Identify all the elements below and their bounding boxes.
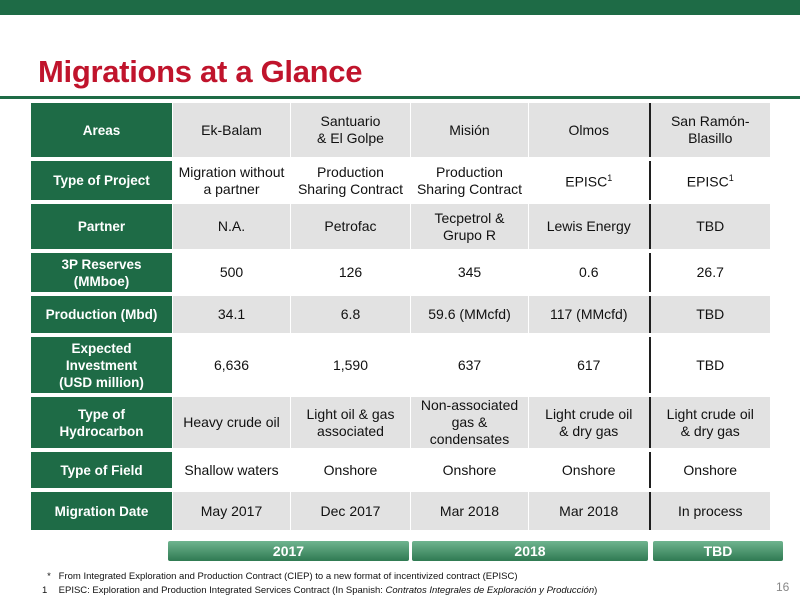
table-cell <box>411 490 529 532</box>
area-name <box>529 103 650 159</box>
footnote-one <box>42 585 597 596</box>
table-cell-text: Mar 2018 <box>559 502 619 519</box>
table-cell-text: 59.6 (MMcfd) <box>428 306 511 322</box>
table-cell-text: Light oil & gas associated <box>306 405 395 439</box>
area-name <box>173 103 291 159</box>
area-name <box>650 103 771 159</box>
table-cell <box>173 294 291 335</box>
row-label <box>31 202 173 251</box>
table-cell <box>650 395 771 450</box>
table-cell <box>650 159 771 202</box>
footnote-one-marker: 1 <box>42 585 48 596</box>
area-name <box>411 103 529 159</box>
table-cell-text: Light crude oil & dry gas <box>545 405 633 439</box>
table-cell-text: TBD <box>696 356 725 373</box>
table-cell <box>529 294 650 335</box>
table-cell-text: 345 <box>457 264 482 280</box>
row-label-text: Type of Field <box>60 462 143 478</box>
table-cell <box>291 294 411 335</box>
table-cell-text: Non-associated gas & condensates <box>420 397 519 447</box>
footnote-one-close: ) <box>594 585 598 596</box>
table-row <box>31 395 771 450</box>
table-cell <box>173 395 291 450</box>
row-label-text: Expected Investment (USD million) <box>59 340 144 390</box>
table-cell-text: TBD <box>696 306 725 322</box>
table-row <box>31 159 771 202</box>
row-label-areas <box>31 103 173 159</box>
table-row <box>31 251 771 294</box>
table-cell <box>529 159 650 202</box>
footnote-star <box>48 571 517 582</box>
row-label-text: Partner <box>77 219 126 234</box>
table-cell <box>529 202 650 251</box>
table-cell <box>411 335 529 395</box>
row-label-text: Production (Mbd) <box>45 307 158 322</box>
row-label-text: Type of Hydrocarbon <box>59 406 144 439</box>
area-name-text: San Ramón- Blasillo <box>670 113 750 146</box>
table-cell-text: 6.8 <box>340 306 361 322</box>
table-cell <box>291 251 411 294</box>
table-cell-text: EPISC <box>565 173 608 190</box>
table-cell <box>650 450 771 490</box>
table-cell <box>173 159 291 202</box>
row-label <box>31 159 173 202</box>
row-label <box>31 395 173 450</box>
area-name-text: Olmos <box>568 121 609 138</box>
table-cell <box>173 251 291 294</box>
table-cell <box>291 395 411 450</box>
table-cell-text: 26.7 <box>696 264 724 280</box>
table-cell <box>650 294 771 335</box>
table-cell <box>411 159 529 202</box>
migrations-table <box>30 103 771 534</box>
table-cell-text: 117 (MMcfd) <box>549 306 628 322</box>
table-cell <box>650 335 771 395</box>
table-cell <box>529 395 650 450</box>
area-name <box>291 103 411 159</box>
row-label <box>31 335 173 395</box>
table-cell <box>650 251 771 294</box>
table-cell <box>650 202 771 251</box>
year-group-2018: 2018 <box>412 541 648 561</box>
table-cell <box>411 395 529 450</box>
table-cell <box>291 450 411 490</box>
table-cell-text: N.A. <box>217 218 246 234</box>
table-cell <box>173 335 291 395</box>
table-cell-text: 0.6 <box>579 264 599 280</box>
table-cell <box>411 450 529 490</box>
table-cell <box>529 490 650 532</box>
table-cell-text: Light crude oil & dry gas <box>666 405 754 439</box>
table-cell <box>411 251 529 294</box>
table-cell <box>411 294 529 335</box>
row-label-text: 3P Reserves (MMboe) <box>61 256 142 289</box>
row-label <box>31 294 173 335</box>
table-cell-text: TBD <box>696 218 725 234</box>
table-row <box>31 294 771 335</box>
year-group-tbd: TBD <box>653 541 783 561</box>
row-label <box>31 450 173 490</box>
table-cell-text: 637 <box>457 356 482 373</box>
row-label-text: Migration Date <box>54 503 149 519</box>
year-group-2017: 2017 <box>168 541 409 561</box>
table-cell <box>291 202 411 251</box>
table-cell-text: Heavy crude oil <box>183 414 280 430</box>
area-name-text: Santuario & El Golpe <box>317 113 384 146</box>
table-cell-text: Dec 2017 <box>320 502 381 519</box>
row-label-areas-text: Areas <box>82 122 121 138</box>
table-cell-text: Tecpetrol & Grupo R <box>434 209 505 243</box>
table-cell-text: Lewis Energy <box>546 218 631 234</box>
table-cell-text: Onshore <box>683 461 738 478</box>
table-cell-text: EPISC <box>686 173 729 190</box>
table-cell <box>411 202 529 251</box>
table-header-row <box>31 103 771 159</box>
table-cell-text: May 2017 <box>200 502 263 519</box>
footnote-one-italic: Contratos Integrales de Exploración y Producción <box>385 585 595 596</box>
table-cell-text: 6,636 <box>213 356 250 373</box>
table-cell <box>173 490 291 532</box>
table-cell-text: 500 <box>219 264 244 280</box>
row-label <box>31 251 173 294</box>
area-name-text: Misión <box>449 121 490 138</box>
table-cell-text: Onshore <box>561 461 616 478</box>
table-cell <box>529 450 650 490</box>
table-cell-text: In process <box>677 502 743 519</box>
table-cell-text: Mar 2018 <box>439 502 500 519</box>
table-cell <box>291 490 411 532</box>
table-cell-text: 126 <box>338 264 363 280</box>
row-label <box>31 490 173 532</box>
table-cell <box>291 335 411 395</box>
table-row <box>31 450 771 490</box>
slide-title: Migrations at a Glance <box>38 54 363 89</box>
footnote-one-text: EPISC: Exploration and Production Integrated Services Contract (In Spanish: <box>58 585 386 596</box>
table-cell-text: 34.1 <box>217 306 246 322</box>
table-cell-text: Production Sharing Contract <box>297 163 404 197</box>
table-cell <box>650 490 771 532</box>
page-number: 16 <box>776 580 790 594</box>
area-name-text: Ek-Balam <box>201 121 262 138</box>
footnote-ref: 1 <box>607 173 613 184</box>
table-cell-text: Migration without a partner <box>178 163 285 197</box>
footnote-ref: 1 <box>728 173 734 184</box>
footnote-star-marker: * <box>47 571 51 582</box>
table-cell <box>173 202 291 251</box>
table-row <box>31 490 771 532</box>
table-cell-text: 617 <box>577 356 601 373</box>
table-row <box>31 202 771 251</box>
table-cell-text: Production Sharing Contract <box>416 163 523 197</box>
table-cell <box>529 251 650 294</box>
table-cell <box>291 159 411 202</box>
table-cell-text: Shallow waters <box>184 461 279 478</box>
title-divider <box>0 96 800 99</box>
table-cell <box>529 335 650 395</box>
top-brand-bar <box>0 0 800 15</box>
row-label-text: Type of Project <box>53 173 150 188</box>
footnote-star-text: From Integrated Exploration and Production Contract (CIEP) to a new format of incentivized contract (EPISC) <box>58 571 518 582</box>
table-cell <box>173 450 291 490</box>
table-cell-text: Onshore <box>323 461 378 478</box>
table-cell-text: Onshore <box>442 461 497 478</box>
table-cell-text: Petrofac <box>324 218 377 234</box>
table-row <box>31 335 771 395</box>
table-cell-text: 1,590 <box>332 356 369 373</box>
